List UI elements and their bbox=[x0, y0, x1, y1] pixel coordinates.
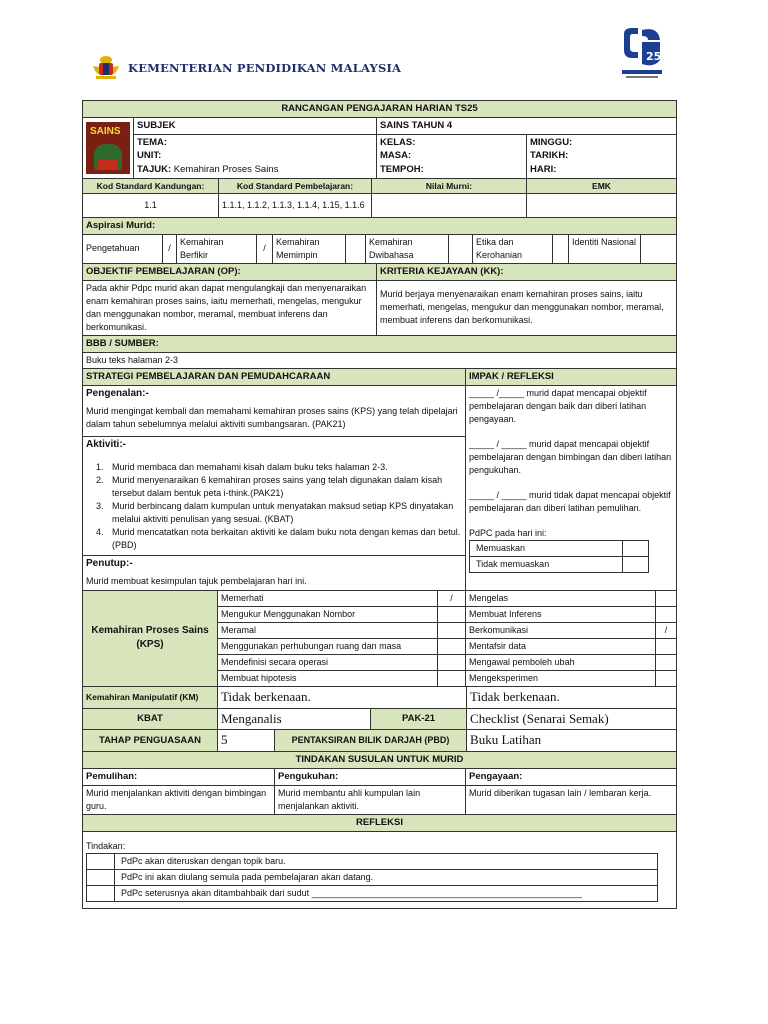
pdpc-checkbox[interactable] bbox=[623, 557, 649, 573]
pengenalan-label: Pengenalan:- bbox=[86, 387, 149, 399]
kk-text: Murid berjaya menyenaraikan enam kemahiran proses sains, iaitu memerhati, mengelas, mengukur dan menggunakan nombor, meramal, membuat inferens dan berkomunikasi. bbox=[377, 280, 677, 335]
aspirasi-item: Kemahiran Dwibahasa bbox=[366, 234, 449, 263]
minggu-label: MINGGU: bbox=[530, 136, 573, 148]
aktiviti-label: Aktiviti:- bbox=[86, 439, 126, 451]
kps-mark[interactable]: / bbox=[656, 622, 677, 638]
lesson-plan-document bbox=[82, 100, 677, 909]
refleksi-options bbox=[86, 853, 658, 902]
list-item: 2. Murid menyenaraikan 6 kemahiran proses sains yang telah digunakan dalam kisah tersebut dalam bentuk peta i-think.(PAK21) bbox=[106, 474, 462, 500]
aspirasi-item: Kemahiran Memimpin bbox=[273, 234, 346, 263]
kps-mark[interactable] bbox=[438, 622, 466, 638]
pdpc-option: Memuaskan bbox=[470, 540, 623, 556]
kps-mark[interactable] bbox=[656, 638, 677, 654]
standards-table bbox=[82, 179, 677, 218]
bbb-label: BBB / SUMBER: bbox=[83, 335, 677, 352]
km-value: Tidak berkenaan. bbox=[467, 687, 677, 708]
kps-item: Meramal bbox=[218, 622, 438, 638]
kps-mark[interactable] bbox=[656, 670, 677, 686]
strategi-table bbox=[82, 369, 677, 591]
tajuk-value: Kemahiran Proses Sains bbox=[173, 164, 279, 176]
book-cover bbox=[83, 117, 134, 178]
pdpc-options bbox=[469, 540, 649, 573]
aspirasi-item: Pengetahuan bbox=[83, 234, 163, 263]
kps-mark[interactable] bbox=[438, 654, 466, 670]
refleksi-tindakan-label: Tindakan: bbox=[86, 840, 126, 851]
subjek-label: SUBJEK bbox=[134, 117, 377, 134]
aspirasi-mark[interactable] bbox=[553, 234, 569, 263]
info-table bbox=[82, 100, 677, 179]
pbd-label: PENTAKSIRAN BILIK DARJAH (PBD) bbox=[275, 730, 467, 752]
ministry-header bbox=[90, 54, 401, 82]
op-text: Pada akhir Pdpc murid akan dapat mengulangkaji dan menyenaraikan enam kemahiran proses sains, iaitu memerhati, mengelas, mengukur dan menggunakan nombor, meramal, membuat inferens dan berkomunikasi. bbox=[83, 280, 377, 335]
kps-mark[interactable]: / bbox=[438, 591, 466, 607]
pemulihan-label: Pemulihan: bbox=[83, 769, 275, 786]
penutup-text: Murid membuat kesimpulan tajuk pembelajaran hari ini. bbox=[86, 576, 307, 587]
kps-item: Mengelas bbox=[466, 591, 656, 607]
nilai-value bbox=[372, 194, 527, 218]
kps-item: Memerhati bbox=[218, 591, 438, 607]
km-label: Kemahiran Manipulatif (KM) bbox=[83, 687, 218, 708]
pengayaan-label: Pengayaan: bbox=[466, 769, 677, 786]
aspirasi-item: Etika dan Kerohanian bbox=[473, 234, 553, 263]
pengenalan-text: Murid mengingat kembali dan memahami kemahiran proses sains (KPS) yang telah dipelajari dalam tahun sebelumnya melalui aktiviti sumbangsaran. (PAK21) bbox=[86, 406, 458, 430]
kps-item: Mengukur Menggunakan Nombor bbox=[218, 606, 438, 622]
list-item: 3. Murid berbincang dalam kumpulan untuk menyatakan maksud setiap KPS dinyatakan melalui aktiviti penulisan yang sesuai. (KBAT) bbox=[106, 500, 462, 526]
assessment-table bbox=[82, 687, 677, 753]
impak-text: _____ / _____ murid dapat mencapai objektif pembelajaran dengan bimbingan dan diberi latihan pengukuhan. bbox=[469, 438, 672, 475]
sp-value: 1.1.1, 1.1.2, 1.1.3, 1.1.4, 1.15, 1.1.6 bbox=[219, 194, 372, 218]
pdpc-checkbox[interactable] bbox=[623, 540, 649, 556]
sk-value: 1.1 bbox=[83, 194, 219, 218]
kps-mark[interactable] bbox=[438, 606, 466, 622]
logo-number: 25 bbox=[646, 50, 662, 63]
aspirasi-mark[interactable] bbox=[641, 234, 677, 263]
tarikh-label: TARIKH: bbox=[530, 150, 569, 162]
emk-label: EMK bbox=[527, 179, 677, 194]
kps-item: Membuat hipotesis bbox=[218, 670, 438, 686]
nilai-label: Nilai Murni: bbox=[372, 179, 527, 194]
kps-item: Mendefinisi secara operasi bbox=[218, 654, 438, 670]
list-item: 1. Murid membaca dan memahami kisah dalam buku teks halaman 2-3. bbox=[106, 461, 462, 474]
kbat-value: Menganalis bbox=[218, 708, 371, 730]
pengukuhan-label: Pengukuhan: bbox=[275, 769, 466, 786]
ts25-logo-icon bbox=[618, 26, 666, 82]
malaysia-crest-icon bbox=[90, 54, 122, 82]
kps-mark[interactable] bbox=[438, 638, 466, 654]
pak-label: PAK-21 bbox=[371, 708, 467, 730]
kelas-label: KELAS: bbox=[380, 136, 416, 148]
impak-text: _____ / _____ murid tidak dapat mencapai objektif pembelajaran dan diberi latihan pemulihan. bbox=[469, 489, 671, 513]
tahap-value: 5 bbox=[218, 730, 275, 752]
refleksi-label: REFLEKSI bbox=[83, 814, 677, 831]
kps-mark[interactable] bbox=[656, 606, 677, 622]
kps-item: Berkomunikasi bbox=[466, 622, 656, 638]
aktiviti-list bbox=[86, 461, 462, 552]
kps-item: Mengeksperimen bbox=[466, 670, 656, 686]
kps-table bbox=[82, 591, 677, 687]
tahap-label: TAHAP PENGUASAAN bbox=[83, 730, 218, 752]
kps-label: Kemahiran Proses Sains (KPS) bbox=[83, 591, 218, 687]
kps-mark[interactable] bbox=[438, 670, 466, 686]
hari-label: HARI: bbox=[530, 164, 557, 176]
tempoh-label: TEMPOH: bbox=[380, 164, 424, 176]
objektif-table bbox=[82, 264, 677, 369]
ministry-name: KEMENTERIAN PENDIDIKAN MALAYSIA bbox=[128, 61, 402, 75]
emk-value bbox=[527, 194, 677, 218]
kps-item: Mentafsir data bbox=[466, 638, 656, 654]
aspirasi-item: Kemahiran Berfikir bbox=[177, 234, 257, 263]
penutup-label: Penutup:- bbox=[86, 557, 133, 569]
pdpc-label: PdPC pada hari ini: bbox=[469, 527, 547, 538]
aspirasi-mark[interactable]: / bbox=[163, 234, 177, 263]
tindakan-table bbox=[82, 752, 677, 909]
impak-text: _____ /_____ murid dapat mencapai objektif pembelajaran dengan baik dan diberi latihan pengayaan. bbox=[469, 387, 647, 424]
aspirasi-table bbox=[82, 218, 677, 264]
km-value: Tidak berkenaan. bbox=[218, 687, 467, 708]
pbd-value: Buku Latihan bbox=[467, 730, 677, 752]
bbb-value: Buku teks halaman 2-3 bbox=[83, 352, 677, 368]
refleksi-option: PdPc akan diteruskan dengan topik baru. bbox=[115, 853, 658, 869]
book-cover-title: SAINS bbox=[90, 125, 121, 137]
kk-label: KRITERIA KEJAYAAN (KK): bbox=[377, 264, 677, 280]
aspirasi-label: Aspirasi Murid: bbox=[83, 218, 677, 234]
refleksi-checkbox[interactable] bbox=[87, 885, 115, 901]
kps-item: Mengawal pemboleh ubah bbox=[466, 654, 656, 670]
refleksi-checkbox[interactable] bbox=[87, 853, 115, 869]
kbat-label: KBAT bbox=[83, 708, 218, 730]
pengayaan-text: Murid diberikan tugasan lain / lembaran kerja. bbox=[466, 785, 677, 814]
aspirasi-mark[interactable] bbox=[449, 234, 473, 263]
subjek-value: SAINS TAHUN 4 bbox=[377, 117, 677, 134]
aspirasi-mark[interactable] bbox=[346, 234, 366, 263]
kps-mark[interactable] bbox=[656, 654, 677, 670]
kps-item: Menggunakan perhubungan ruang dan masa bbox=[218, 638, 438, 654]
unit-label: UNIT: bbox=[137, 150, 162, 162]
tema-label: TEMA: bbox=[137, 136, 168, 148]
sp-label: Kod Standard Pembelajaran: bbox=[219, 179, 372, 194]
tindakan-label: TINDAKAN SUSULAN UNTUK MURID bbox=[83, 752, 677, 768]
refleksi-checkbox[interactable] bbox=[87, 869, 115, 885]
pdpc-option: Tidak memuaskan bbox=[470, 557, 623, 573]
masa-label: MASA: bbox=[380, 150, 412, 162]
kps-mark[interactable] bbox=[656, 591, 677, 607]
pengukuhan-text: Murid membantu ahli kumpulan lain menjalankan aktiviti. bbox=[275, 785, 466, 814]
aspirasi-mark[interactable]: / bbox=[257, 234, 273, 263]
strategi-label: STRATEGI PEMBELAJARAN DAN PEMUDAHCARAAN bbox=[83, 369, 466, 385]
aspirasi-item: Identiti Nasional bbox=[569, 234, 641, 263]
op-label: OBJEKTIF PEMBELAJARAN (OP): bbox=[83, 264, 377, 280]
refleksi-option: PdPc seterusnya akan ditambahbaik dari sudut ______________________________________________________ bbox=[115, 885, 658, 901]
pak-value: Checklist (Senarai Semak) bbox=[467, 708, 677, 730]
tajuk-label: TAJUK: bbox=[137, 164, 172, 176]
refleksi-option: PdPc ini akan diulang semula pada pembelajaran akan datang. bbox=[115, 869, 658, 885]
impak-label: IMPAK / REFLEKSI bbox=[466, 369, 677, 385]
sk-label: Kod Standard Kandungan: bbox=[83, 179, 219, 194]
list-item: 4. Murid mencatatkan nota berkaitan aktiviti ke dalam buku nota dengan kemas dan betul. (PBD) bbox=[106, 526, 462, 552]
pemulihan-text: Murid menjalankan aktiviti dengan bimbingan guru. bbox=[83, 785, 275, 814]
document-title: RANCANGAN PENGAJARAN HARIAN TS25 bbox=[83, 101, 677, 118]
kps-item: Membuat Inferens bbox=[466, 606, 656, 622]
